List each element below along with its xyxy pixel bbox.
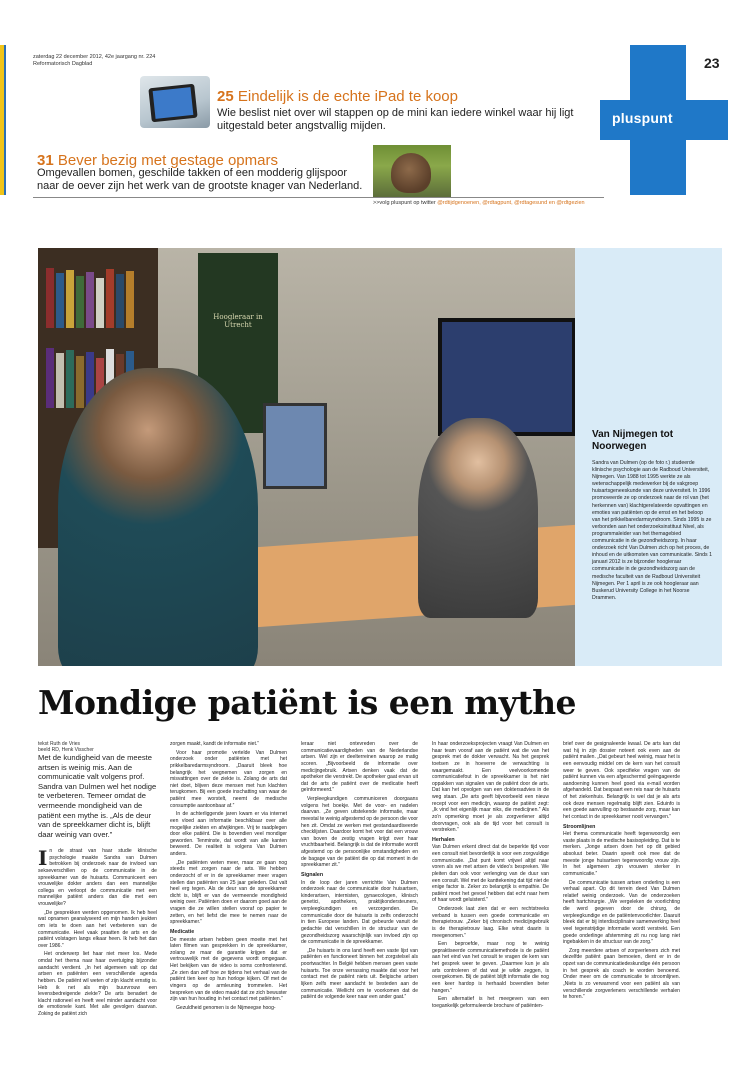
student-figure [58, 368, 258, 666]
ipad-photo [140, 76, 210, 128]
date-text: zaterdag 22 december 2012, 42e jaargang nr. 224 [33, 54, 156, 60]
dateline [33, 54, 155, 68]
professor-figure [418, 418, 538, 618]
paragraph: brief over de gesignaleerde kwaal. De arts kan dat wat hij in zijn dossier noteert ook even aan de patiënt mailen. „Dat gebeurt heel weinig, maar het is een eenvoudig middel om de kern van het consult weer te geven. Ook specifieke vragen van de patiënt kunnen via een afgeschermd geëngageerde aandoening kunnen heel goed via e-mail worden afgehandeld. Dat bespaart een reis naar de huisarts of het ziekenhuis. Belangrijk is wel dat je als arts ook deze mensen regelmatig blijft zien. Eduinfo is een goede aanvulling op bestaande zorg, maar kan het contact in de spreekkamer nooit vervangen.” [563, 741, 680, 820]
sidebar-text: Sandra van Dulmen (op de foto r.) studeerde klinische psychologie aan de Radboud Universiteit, Nijmegen. Van 1988 tot 1995 werkte ze als wetenschappelijk medewerker bij de vakgroep huisartsgeneeskunde van deze universiteit. In 1996 promoveerde ze op onderzoek naar de rol van (het herkennen van) klachtgerelateerde opvattingen en emoties van patiënten op de ernst en het beloop van het prikkelbaredarmsyndroom. Sinds 1995 is ze verbonden aan het onderzoeksinstituut Nivel, als programmaleider van het themagebied communicatie in de gezondheidszorg. In haar onderzoek richt Van Dulmen zich op het proces, de inhoud en de uitkomsten van communicatie. Sinds 1 januari 2012 is ze bijzonder hoogleraar communicatie in de gezondheidszorg aan de medische faculteit van de Radboud Universiteit Nijmegen. Per 1 april is ze ook hoogleraar aan Buskerud University College in het Noorse Drammen. [592, 460, 712, 601]
poster-text: Hoogleraar in Utrecht [213, 313, 263, 329]
computer-monitor [263, 403, 327, 489]
paragraph: Een alternatief is het meegeven van een toegankelijk geformuleerde brochure of patiënten- [432, 996, 549, 1009]
paragraph: Van Dulmen erkent direct dat de beperkte tijd voor een consult niet bevorderlijk is voor een zorgvuldige communicatie. „Dat punt komt vrijwel altijd naar voren als we met artsen de video's bespreken. We pleiten dan ook voor verlenging van de duur van een consult. Wel met de kanttekening dat tijd niet de enige factor is. Zeker zo belangrijk is empathie. De patiënt moet het gevoel hebben dat echt naar hem of haar wordt geluisterd.” [432, 844, 549, 904]
paragraph: Het thema communicatie heeft tegenwoordig een vaste plaats in de medische basisopleiding. Dat is te merken. „Jonge artsen doen het op dit gebied absoluut beter. Daarin speelt ook mee dat de meeste jonge huisartsen tegenwoordig vrouw zijn. In het algemeen zijn vrouwen sterker in communicatie.” [563, 831, 680, 877]
twitter-handles[interactable]: @rdtijdgenoenen, @rdtagpunt, @rdtagesund en @rdtgezien [437, 200, 585, 206]
paragraph: zorgen maakt, kandt de informatie niet.” [170, 741, 259, 747]
paragraph: De meeste artsen hebben geen moeite met het laten filmen van gesprekken in de spreekkamer, zolang ze maar de garantie krijgen dat er vertrouwelijk met de gegevens wordt omgegaan. Het bekijken van de video is soms confronterend. „Ze zien dan zelf hoe ze tijdens het verhaal van de patiënt tien keer op hun horloge kijken. Of met de vingers op de armleuning trommelen. Het bespreken van de video maakt dat ze zich bewuster zijn van hun houding in het contact met patiënten.” [170, 936, 287, 1003]
twitter-follow-line [373, 200, 585, 206]
paragraph: Het onderwerp liet haar niet meer los. Mede omdat het thema naar haar overtuiging bijzonder aandacht verdient. „In het algemeen valt op dat artsen en patiënten een verschillende agenda hebben. De patiënt wil weten of zijn klacht ernstig is. Heb ik net als mijn buurvrouw een levensbedreigende ziekte? De arts benadert de klacht rationeel en heeft veel minder aandacht voor de emotionele kant. Met alle gevolgen daarvan. Zoking de patiënt zich [38, 951, 157, 1017]
paragraph: Voor haar promotie vertelde Van Dulmen onderzoek onder patiënten met het prikkelbaredarmsyndroom. „Daaruit bleek hoe belangrijk het wegnemen van zorgen en misvattingen over de ziekte is. Zolang de arts dat niet doet, blijven deze mensen met hun klachten terugkomen. Bij een goede inschatting van waar de patiënt mee worstelt, neemt de medische consumptie aantoonbaar af.” [170, 749, 287, 809]
subheading: Stroomlijnen [563, 823, 596, 830]
paragraph: „De huisarts in ons land heeft een vaste lijst van patiënten en functioneert binnen het zorgstelsel als poortwachter. In België hebben mensen geen vaste huisarts. Toe onze verrassing maakte dat voor het contact met de patiënt niets uit. Belgische artsen lijken zelfs meer aandacht te besteden aan de communicatie. Wellicht om te voorkomen dat de patiënt de volgende keer naar een ander gaat.” [301, 947, 418, 1001]
beaver-icon [391, 153, 431, 193]
teaser-title: Eindelijk is de echte iPad te koop [237, 88, 458, 105]
teaser-ipad-text: Wie beslist niet over wil stappen op de mini kan iedere winkel waar hij ligt uitgestald beter angstvallig mijden. [217, 107, 574, 132]
follow-prefix: >>volg pluspunt op twitter [373, 200, 436, 206]
wall-screen [438, 318, 575, 436]
paragraph: In de loop der jaren verrichtte Van Dulmen onderzoek naar de communicatie door huisartsen, kinderartsen, internisten, gynaecologen, klinisch genetici, apothekers, praktijkondersteuners, verpleegkundigen en verzorgenden. De communicatie door de huisarts is zelfs onderzocht in tien Europese landen. Dat gebeurde vanuit de gedachte dat verschillen in de structuur van de gezondheidszorg waarschijnlijk van invloed zijn op de communicatie in de spreekkamer. [301, 879, 418, 946]
paragraph: leraar niet ontevreden over de communicatievaardigheden van de Nederlandse artsen. Wel zijn er deelterreinen waarop ze matig scoren. „Bijvoorbeeld de informatie over medicijngebruik. Artsen denken vaak dat de apotheker die verstrekt. De apotheker gaat ervan uit dat de arts de patiënt over de medicatie heeft geïnformeerd.” [301, 741, 418, 794]
teaser-bever-text: Omgevallen bomen, geschilde takken of een modderig glijspoor naar de oever zijn het werk van de grootste knager van Nederland. [37, 167, 363, 192]
article-photo [38, 248, 575, 666]
paragraph: Verpleegkundigen communiceren doorgaans volgens het boekje. Met de voor- en nadelen daarvan. „Ze geven uitstekende informatie, maar meestal te weinig afgestemd op de persoon die voor hen zit. Omdat ze werken met gestandaardiseerde checklijsten. Daardoor komt het voor dat een vrouw van boven de zestig vragen krijgt over haar vruchtbaarheid. Belangrijk is dat de informatie wordt afgestemd op de persoonlijke omstandigheden en de bagage van de patiënt die op dat moment in de spreekkamer zit.” [301, 796, 418, 869]
subheading: Signalen [301, 871, 324, 878]
paragraph: Zorg meerdere artsen of zorgverleners zich met dezelfde patiënt gaan bemoeien, dient er in de opzet van de communicatiedeskundige één persoon in het gesprek als coach te worden benoemd. Onder meer om de communicatie te stroomlijnen. „Niets is zo verwarrend voor een patiënt als van verschillende zorgverleners verschillende verhalen te horen.” [563, 947, 680, 1001]
paragraph: Gezuldheid genomen is de Nijmeegse hoog- [176, 1004, 276, 1011]
teaser-page-number: 25 [217, 88, 234, 105]
subheading: Medicatie [170, 928, 195, 935]
ipad-icon [148, 84, 197, 123]
credits [38, 741, 94, 753]
article-intro: Met de kundigheid van de meeste artsen is weinig mis. Aan de communicatie valt volgens prof. Sandra van Dulmen wel het nodige te verbeteren. Temeer omdat de vermeende mondigheid van de patiënt een mythe is. „Als de deur van de spreekkamer dicht is, blijft daar weinig van over.” [38, 753, 157, 839]
teaser-page-number: 31 [37, 152, 54, 169]
paragraph: „De gesprekken werden opgenomen. Ik heb heel wat opnamen geanalyseerd en mijn handen jeukten om iets te doen aan het verbeteren van de communicatie. Heel vaak praatten de arts en de patiënt volstagen langs elkaar heen. Ik heb het dan over 1986.” [38, 909, 157, 949]
dropcap: I [38, 846, 48, 870]
article-column-2 [170, 741, 287, 1013]
credit-photo: beeld RD, Henk Visscher [38, 747, 94, 753]
article-column-3 [301, 741, 418, 1003]
teaser-ipad-heading[interactable] [217, 88, 458, 105]
paragraph: In haar onderzoeksprojecten vraagt Van Dulmen en haar team vooraf aan de patiënt wat die van het gesprek met de dokter verwacht. Na het gesprek toetsen ze in hoeverre de verwachting is waargemaakt. Een veelvoorkomende communicatiefout in de spreekkamer is het niet oppakken van signalen van de patiënt door de arts. Dat kan het opvolgen van een doktersadvies in de weg staan. „De arts geeft bijvoorbeeld een nieuw recept voor een medicijn, waarop de patiënt zegt: „Ik vind het eigenlijk maar niks, die medicijnen.” Als zo'n opmerking moet je als zorgverlener altijd doorvragen, ook als de tijd voor het consult is verstreken.” [432, 741, 549, 834]
paragraph: Een beproefde, maar nog te weinig gepraktiseerde communicatiemethode is de patiënt aan het eind van het consult te vragen de kern van het gesprek weer te geven. „Daarmee kun je als arts controleren of dat wat je wilde zeggen, is overgekomen. Bij de patiënt blijft informatie die nog een keer hardop is herhaald bovendien beter hangen.” [432, 941, 549, 994]
paragraph: Onderzoek laat zien dat er een rechtstreeks verband is tussen een goede communicatie en therapietrouw. „Zeker bij chronisch medicijngebruik is de therapietrouw laag. Elke winst daarin is meegenomen.” [432, 906, 549, 939]
divider [33, 197, 604, 198]
paragraph: De communicatie tussen artsen onderling is een verhaal apart. Op dit terrein deed Van Dulmen relatief weinig onderzoek. Van de onderzoeken heeft hartchirurgie. „We vergeleken de voorlichting die werd gegeven door de chirurg, de verpleegkundige en de patiëntenvoorlichter. Daaruit bleek dat er bij interdisciplinaire samenwerking heel veel tegenstrijdige informatie wordt verstrekt. Een goede onderlinge afstemming zit nu nog lang niet ingebakken in de structuur van de zorg.” [563, 879, 680, 946]
teaser-title: Bever bezig met gestage opmars [57, 152, 278, 169]
beaver-photo [373, 145, 451, 197]
page-number: 23 [704, 55, 720, 71]
paragraph: n de straat van haar studie klinische psychologie maakte Sandra van Dulmen betrokken bij onderzoek naar de invloed van sekseverschillen op de communicatie in de spreekkamer van de huisarts. Communiceert een vrouwelijke dokter anders dan een mannelijke collega en verloopt de communicatie met een mannelijke patiënt anders dan die met een vrouwelijke? [38, 848, 157, 907]
paper-name: Reformatorisch Dagblad [33, 61, 93, 67]
subheading: Herhalen [432, 836, 455, 843]
paragraph: In de achterliggende jaren kwam er via internet een vloed aan informatie beschikbaar over alle mogelijke ziekten en afwijkingen. Vrij te raadplegen door elke patiënt. Die is bovendien veel mondiger geworden. Tenminste, dat wordt van alle kanten beweerd. De realiteit is volgens Van Dulmen anders. [170, 811, 287, 857]
section-title: pluspunt [612, 110, 673, 126]
article-column-5 [563, 741, 680, 1003]
credit-text: tekst Ruth de Vries [38, 741, 81, 747]
article-column-4 [432, 741, 549, 1011]
blue-edge-bar [4, 45, 6, 195]
sidebar-box [575, 248, 722, 666]
sidebar-title: Van Nijmegen tot Noorwegen [592, 429, 674, 452]
paragraph: „De patiënten weten meer, maar ze gaan nog steeds met zorgen naar de arts. We hebben onderzocht of er in de spreekkamer meer vragen stellen dan patiënten van 25 jaar geleden. Dat valt heel erg tegen. Als de deur van de spreekkamer dicht is, blijft er van de vermeende mondigheid weinig over. Patiënten doen er daarom goed aan de vragen die ze willen stellen vooraf op papier te zetten, en het liefst die mee te nemen naar de spreekkamer.” [170, 859, 287, 926]
article-headline: Mondige patiënt is een mythe [38, 683, 577, 722]
article-column-1 [38, 848, 157, 1020]
